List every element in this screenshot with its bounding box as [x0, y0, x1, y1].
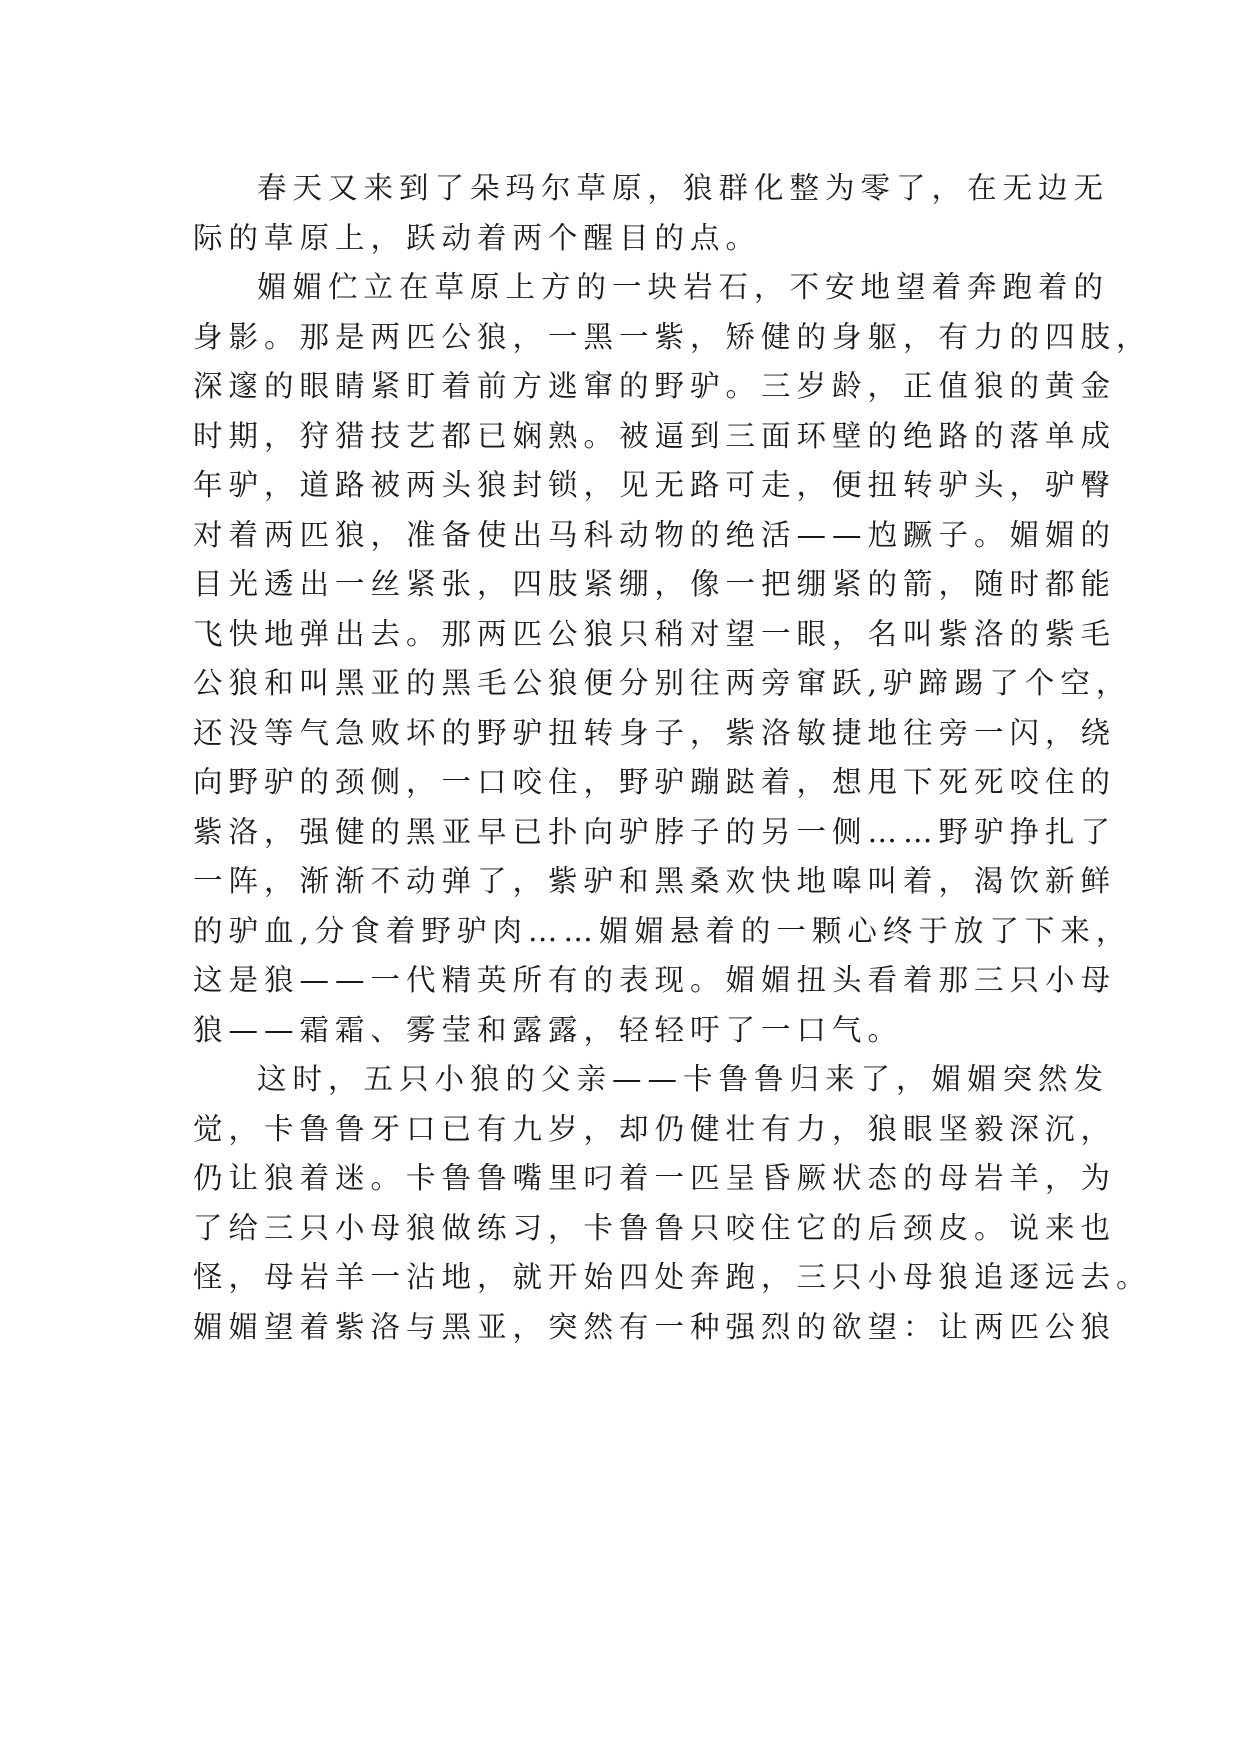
paragraph-2-line-1: 媚媚伫立在草原上方的一块岩石，不安地望着奔跑着的: [257, 270, 1110, 304]
paragraph-2-line-11: 向野驴的颈侧，一口咬住，野驴蹦跶着，想甩下死死咬住的: [193, 765, 1117, 799]
paragraph-2-line-5: 年驴，道路被两头狼封锁，见无路可走，便扭转驴头，驴臀: [193, 468, 1117, 502]
paragraph-2-line-10: 还没等气急败坏的野驴扭转身子，紫洛敏捷地往旁一闪，绕: [193, 715, 1117, 750]
paragraph-2-line-6: 对着两匹狼，准备使出马科动物的绝活——尥蹶子。媚媚的: [193, 517, 1117, 552]
paragraph-2-line-9: 公狼和叫黑亚的黑毛公狼便分别往两旁窜跃,驴蹄踢了个空，: [193, 666, 1132, 700]
paragraph-1-line-1: 春天又来到了朵玛尔草原，狼群化整为零了，在无边无: [257, 171, 1110, 205]
paragraph-2-line-8: 飞快地弹出去。那两匹公狼只稍对望一眼，名叫紫洛的紫毛: [193, 616, 1117, 651]
paragraph-2-line-14: 的驴血,分食着野驴肉……媚媚悬着的一颗心终于放了下来，: [193, 913, 1132, 948]
paragraph-3-line-4: 了给三只小母狼做练习，卡鲁鲁只咬住它的后颈皮。说来也: [193, 1210, 1117, 1245]
paragraph-3-line-3: 仍让狼着迷。卡鲁鲁嘴里叼着一匹呈昏厥状态的母岩羊，为: [193, 1161, 1117, 1195]
paragraph-1-line-2: 际的草原上，跃动着两个醒目的点。: [193, 220, 762, 255]
paragraph-2-line-15: 这是狼——一代精英所有的表现。媚媚扭头看着那三只小母: [193, 963, 1117, 997]
document-body: [193, 164, 1152, 1352]
paragraph-2-line-13: 一阵，渐渐不动弹了，紫驴和黑桑欢快地嗥叫着，渴饮新鲜: [193, 864, 1117, 898]
paragraph-2-line-4: 时期，狩猎技艺都已娴熟。被逼到三面环壁的绝路的落单成: [193, 418, 1117, 453]
paragraph-2-line-3: 深邃的眼睛紧盯着前方逃窜的野驴。三岁龄，正值狼的黄金: [193, 369, 1117, 403]
paragraph-3-line-1: 这时，五只小狼的父亲——卡鲁鲁归来了，媚媚突然发: [257, 1062, 1110, 1096]
paragraph-3-line-2: 觉，卡鲁鲁牙口已有九岁，却仍健壮有力，狼眼坚毅深沉，: [193, 1111, 1117, 1146]
paragraph-2-line-12: 紫洛，强健的黑亚早已扑向驴脖子的另一侧……野驴挣扎了: [193, 814, 1117, 849]
paragraph-3-line-6: 媚媚望着紫洛与黑亚，突然有一种强烈的欲望：让两匹公狼: [193, 1309, 1117, 1344]
paragraph-3-line-5: 怪，母岩羊一沾地，就开始四处奔跑，三只小母狼追逐远去。: [193, 1260, 1152, 1294]
paragraph-2-line-7: 目光透出一丝紧张，四肢紧绷，像一把绷紧的箭，随时都能: [193, 567, 1117, 601]
paragraph-2-line-16: 狼——霜霜、雾莹和露露，轻轻吁了一口气。: [193, 1012, 904, 1047]
paragraph-2-line-2: 身影。那是两匹公狼，一黑一紫，矫健的身躯，有力的四肢，: [193, 319, 1152, 354]
